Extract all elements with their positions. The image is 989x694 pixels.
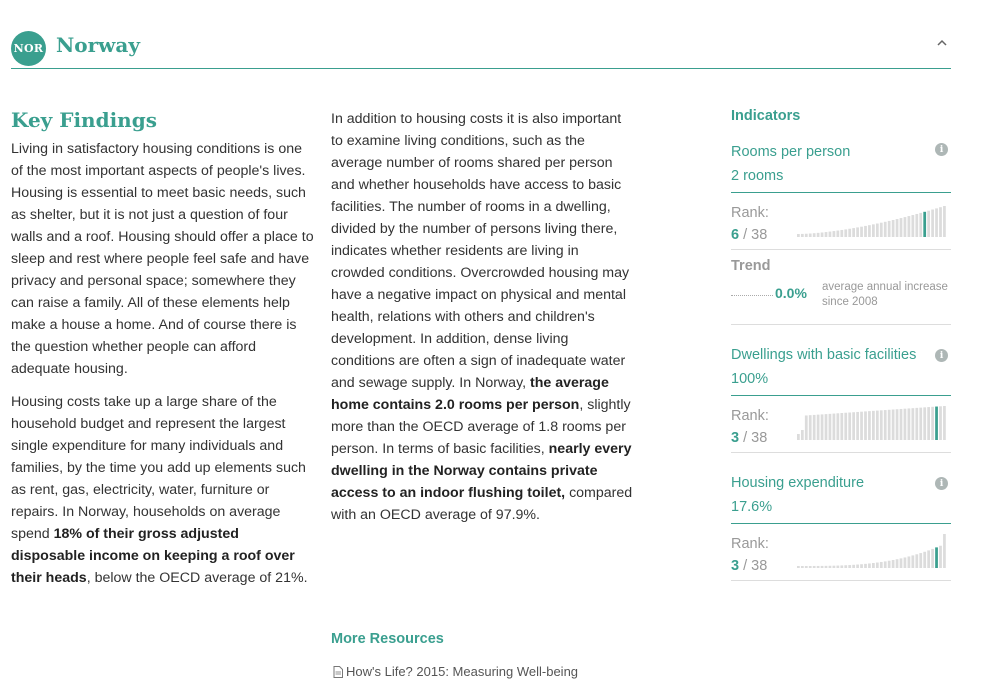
info-icon[interactable]: i — [935, 477, 948, 490]
rank-bar — [844, 413, 847, 440]
info-icon[interactable]: i — [935, 349, 948, 362]
rank-bar — [911, 408, 914, 440]
rank-bar — [868, 411, 871, 440]
rank-bar — [860, 564, 863, 568]
rank-bar — [900, 409, 903, 440]
document-icon — [333, 666, 343, 678]
key-findings-paragraph-1: Living in satisfactory housing conditions is one of the most important aspects of people's lives. Housing is essential to meet basic needs, such as shelter, but it is not just a question of four walls and a roof. Housing should offer a place to sleep and rest where people feel safe and have privacy and personal space; somewhere they can raise a family. All of these elements help make a house a home. And of course there is the question whether people can afford adequate housing. — [11, 141, 314, 377]
rank-bar — [868, 563, 871, 568]
rank-bar — [915, 214, 918, 237]
rank-bar — [840, 230, 843, 237]
rank-label — [731, 202, 769, 246]
rank-bar — [904, 557, 907, 568]
rank-bar — [801, 566, 804, 568]
rank-bar — [915, 408, 918, 440]
rank-bar — [821, 414, 824, 440]
rank-bar — [821, 232, 824, 237]
rank-bar — [876, 563, 879, 568]
indicator-name: Dwellings with basic facilities — [731, 347, 917, 363]
rank-bar — [919, 408, 922, 440]
rank-bar — [943, 534, 946, 568]
rank-total: / 38 — [743, 227, 768, 243]
rank-bar — [797, 234, 800, 237]
rank-label-text: Rank: — [731, 205, 769, 221]
divider — [731, 249, 951, 250]
key-findings-paragraph-3 — [331, 108, 636, 526]
rank-bar — [840, 565, 843, 568]
rank-bar — [829, 414, 832, 440]
trend-value: 0.0% — [775, 285, 807, 301]
rank-bar — [923, 552, 926, 568]
rank-bar — [805, 566, 808, 568]
rank-bar — [911, 555, 914, 568]
rank-bar-highlight — [923, 212, 926, 237]
rank-bar — [880, 223, 883, 237]
rank-bar — [817, 415, 820, 440]
indicator-name: Housing expenditure — [731, 475, 865, 491]
country-header[interactable] — [11, 28, 951, 69]
more-resources-title: More Resources — [331, 631, 444, 647]
rank-bar — [813, 566, 816, 568]
country-name: Norway — [56, 33, 140, 57]
rank-bar — [927, 211, 930, 237]
indicator-value: 2 rooms — [731, 168, 784, 184]
rank-bar — [805, 234, 808, 237]
rank-number: 6 — [731, 227, 740, 243]
rank-label-text: Rank: — [731, 408, 769, 424]
rank-bar — [848, 412, 851, 440]
rank-bar — [848, 565, 851, 568]
rank-bar — [836, 413, 839, 440]
rank-bar — [896, 409, 899, 440]
rank-bar — [931, 549, 934, 568]
rank-bar — [923, 407, 926, 440]
paragraph-highlight: nearly every dwelling in the Norway contains private access to an indoor flushing toilet, — [331, 441, 632, 501]
rank-bar — [852, 228, 855, 237]
indicator-value: 17.6% — [731, 499, 773, 515]
indicator-value: 100% — [731, 371, 769, 387]
paragraph-text: , below the OECD average of 21%. — [86, 570, 308, 586]
rank-bar — [860, 412, 863, 440]
rank-block — [731, 193, 951, 249]
rank-bar — [896, 559, 899, 568]
rank-bar — [836, 566, 839, 568]
rank-bar — [813, 233, 816, 237]
rank-bar — [900, 218, 903, 237]
rank-bar — [884, 410, 887, 440]
rank-bar — [833, 566, 836, 568]
rank-bar — [856, 412, 859, 440]
rank-bar — [908, 216, 911, 237]
rank-number: 3 — [731, 558, 740, 574]
rank-bar — [908, 408, 911, 440]
rank-bar — [888, 410, 891, 440]
rank-bar — [919, 213, 922, 237]
paragraph-text: , slightly more than the OECD average of 1.8 rooms per person. In terms of basic facilities, — [331, 397, 631, 457]
resource-link[interactable] — [333, 664, 578, 679]
chevron-up-icon[interactable] — [935, 36, 949, 50]
rank-bar — [833, 414, 836, 440]
country-code-badge: NOR — [11, 31, 46, 66]
rank-bar — [797, 434, 800, 440]
rank-bar — [872, 224, 875, 237]
rank-bar — [939, 406, 942, 440]
rank-bar — [836, 231, 839, 237]
rank-bar — [817, 566, 820, 568]
rank-bar — [825, 566, 828, 568]
rank-bar — [833, 231, 836, 237]
rank-bar — [900, 558, 903, 568]
rank-bar — [943, 206, 946, 237]
key-findings-paragraph-2 — [11, 391, 316, 589]
rank-bar — [904, 409, 907, 440]
rank-bar — [880, 410, 883, 440]
indicator-name: Rooms per person — [731, 144, 851, 160]
rank-bar — [864, 411, 867, 440]
rank-bar — [856, 227, 859, 237]
rank-bar — [888, 221, 891, 237]
resource-link-label[interactable]: How's Life? 2015: Measuring Well-being — [346, 664, 579, 679]
paragraph-highlight: 18% of their gross adjusted disposable income on keeping a roof over their heads — [11, 526, 295, 586]
rank-bar — [904, 217, 907, 237]
rank-bar — [892, 220, 895, 237]
rank-bar — [872, 411, 875, 440]
rank-bar — [809, 234, 812, 238]
rank-bar — [797, 566, 800, 568]
rank-bar — [927, 550, 930, 568]
rank-bar-chart — [797, 532, 949, 568]
rank-bar — [801, 234, 804, 237]
rank-bar — [896, 219, 899, 237]
rank-bar — [908, 556, 911, 568]
indicator-housing-expenditure[interactable] — [731, 453, 951, 581]
rank-bar — [844, 229, 847, 237]
indicators-panel — [731, 108, 951, 581]
rank-bar — [825, 232, 828, 237]
rank-bar — [931, 407, 934, 440]
rank-number: 3 — [731, 430, 740, 446]
rank-bar — [829, 566, 832, 568]
rank-bar — [880, 562, 883, 568]
rank-bar — [943, 406, 946, 440]
trend-description-line: average annual increase — [822, 281, 948, 293]
indicator-basic-facilities[interactable] — [731, 325, 951, 453]
rank-bar — [927, 407, 930, 440]
rank-bar — [892, 560, 895, 568]
rank-bar — [844, 565, 847, 568]
rank-bar — [817, 233, 820, 237]
rank-bar — [809, 415, 812, 440]
rank-bar — [915, 554, 918, 568]
indicators-title: Indicators — [731, 108, 801, 124]
rank-bar — [876, 224, 879, 237]
rank-bar — [825, 414, 828, 440]
rank-bar — [884, 561, 887, 568]
rank-bar — [931, 210, 934, 237]
rank-bar — [919, 553, 922, 568]
paragraph-text: compared with an OECD average of 97.9%. — [331, 485, 633, 523]
rank-bar — [939, 546, 942, 568]
key-findings-column — [11, 108, 316, 600]
trend-description-line: since 2008 — [822, 296, 878, 308]
rank-label — [731, 533, 769, 577]
info-icon[interactable]: i — [935, 143, 948, 156]
rank-block — [731, 524, 951, 580]
rank-bar — [829, 232, 832, 237]
rank-bar — [876, 411, 879, 440]
trend-title: Trend — [731, 258, 771, 274]
trend-line — [731, 295, 773, 296]
rank-bar-chart — [797, 404, 949, 440]
rank-bar — [848, 229, 851, 237]
paragraph-text: Housing costs take up a large share of the household budget and represent the largest single expenditure for many individuals and families, by the time you add up elements such as rent, gas, electricity, water, furniture or repairs. In Norway, households on average spend — [11, 394, 306, 542]
rank-bar — [935, 208, 938, 237]
rank-bar-highlight — [935, 547, 938, 568]
rank-bar — [868, 225, 871, 237]
rank-bar — [813, 415, 816, 440]
rank-block — [731, 396, 951, 452]
rank-bar — [939, 207, 942, 237]
trend-description — [822, 280, 948, 310]
rank-bar-highlight — [935, 407, 938, 440]
rank-bar — [840, 413, 843, 440]
rank-bar — [888, 561, 891, 568]
paragraph-text: In addition to housing costs it is also important to examine living conditions, such as the average number of rooms shared per person and whether households have access to basic facilities. The number of rooms in a dwelling, divided by the number of persons living there, indicates whether residents are living in crowded conditions. Overcrowded housing may have a negative impact on physical and mental health, relations with others and children's development. In addition, dense living conditions are often a sign of inadequate water and sewage supply. In Norway, — [331, 111, 630, 391]
rank-label-text: Rank: — [731, 536, 769, 552]
rank-bar — [884, 222, 887, 237]
trend-block — [731, 274, 951, 324]
rank-bar — [821, 566, 824, 568]
rank-total: / 38 — [743, 558, 768, 574]
rank-bar — [911, 215, 914, 237]
rank-bar — [852, 412, 855, 440]
rank-bar — [872, 563, 875, 568]
rank-label — [731, 405, 769, 449]
rank-bar — [809, 566, 812, 568]
rank-bar-chart — [797, 201, 949, 237]
paragraph-highlight: the average home contains 2.0 rooms per person — [331, 375, 609, 413]
indicator-rooms-per-person[interactable] — [731, 132, 951, 250]
divider — [731, 580, 951, 581]
rank-bar — [852, 565, 855, 568]
rank-bar — [864, 226, 867, 237]
rank-bar — [860, 227, 863, 237]
rank-bar — [805, 415, 808, 440]
rank-bar — [801, 430, 804, 440]
rank-bar — [892, 410, 895, 440]
rank-bar — [856, 565, 859, 568]
rank-total: / 38 — [743, 430, 768, 446]
key-findings-column-2 — [331, 108, 636, 537]
rank-bar — [864, 564, 867, 568]
key-findings-title: Key Findings — [11, 108, 157, 132]
